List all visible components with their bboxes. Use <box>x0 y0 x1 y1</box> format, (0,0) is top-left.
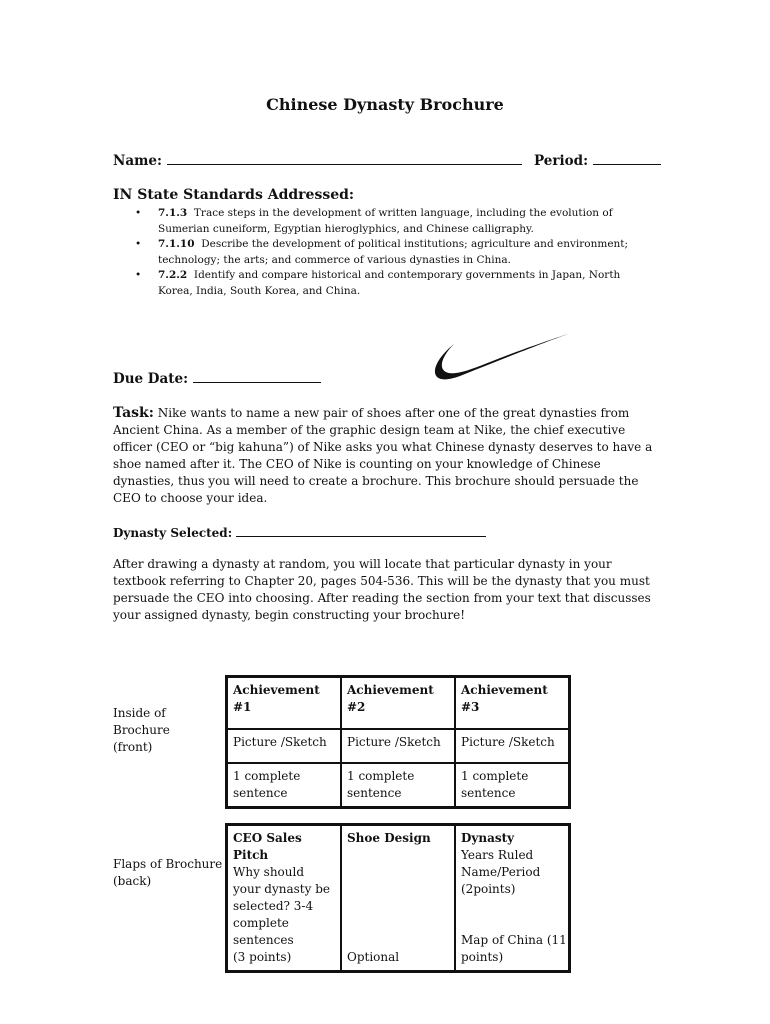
table-cell <box>455 825 569 971</box>
standard-code: 7.1.10 <box>158 238 195 250</box>
table-cell: 1 complete sentence <box>455 763 569 807</box>
standard-code: 7.2.2 <box>158 269 188 281</box>
list-item: • 7.1.3 Trace steps in the development of written language, including the evolution of Sumerian cuneiform, Egyptian hieroglyphics, and Chinese calligraphy. <box>135 207 613 235</box>
table-row <box>227 677 569 729</box>
table-cell: 1 complete sentence <box>341 763 455 807</box>
inside-brochure-table <box>225 675 571 809</box>
standard-text: Describe the development of political institutions; agriculture and environment; technology; the arts; and commerce of various dynasties in China. <box>158 238 629 266</box>
standard-code: 7.1.3 <box>158 207 188 219</box>
name-field <box>113 152 522 169</box>
table-cell: Picture /Sketch <box>455 729 569 763</box>
due-date-label: Due Date: <box>113 371 189 387</box>
standards-list <box>113 206 653 299</box>
period-field <box>534 152 661 169</box>
table-cell: 1 complete sentence <box>227 763 341 807</box>
document-title: Chinese Dynasty Brochure <box>266 95 504 114</box>
table-cell: Picture /Sketch <box>227 729 341 763</box>
standards-heading: IN State Standards Addressed: <box>113 187 355 203</box>
standard-text: Identify and compare historical and contemporary governments in Japan, North Korea, India, South Korea, and China. <box>158 269 621 297</box>
table-cell: Achievement #2 <box>341 677 455 729</box>
table-cell: Achievement #3 <box>455 677 569 729</box>
task-label: Task: <box>113 405 154 421</box>
table-cell: Picture /Sketch <box>341 729 455 763</box>
name-blank-line <box>167 152 522 165</box>
name-label: Name: <box>113 153 162 169</box>
due-date-blank-line <box>193 370 321 383</box>
table-cell <box>341 825 455 971</box>
instructions-paragraph: After drawing a dynasty at random, you will locate that particular dynasty in your textbook referring to Chapter 20, pages 504-536. This will be the dynasty that you must persuade the CEO into choosing. After reading the section from your text that discusses your assigned dynasty, begin constructing your brochure! <box>113 557 651 622</box>
dynasty-blank-line <box>236 524 486 537</box>
table-cell: Achievement #1 <box>227 677 341 729</box>
period-blank-line <box>593 152 661 165</box>
flaps-brochure-label: Flaps of Brochure (back) <box>113 857 223 888</box>
due-date-field <box>113 370 321 387</box>
cell-body: Years Ruled Name/Period (2points) <box>461 848 541 896</box>
table-cell <box>227 825 341 971</box>
table-row <box>227 825 569 971</box>
cell-body: Why should your dynasty be selected? 3-4 complete sentences <box>233 865 330 947</box>
dynasty-selected-field <box>113 524 486 540</box>
cell-heading: Shoe Design <box>347 831 431 845</box>
period-label: Period: <box>534 153 589 169</box>
cell-heading: CEO Sales Pitch <box>233 831 302 862</box>
table-row <box>227 729 569 763</box>
cell-heading: Dynasty <box>461 831 515 845</box>
dynasty-selected-label: Dynasty Selected: <box>113 526 233 540</box>
cell-footer: Map of China (11 points) <box>461 933 567 964</box>
table-row <box>227 763 569 807</box>
task-paragraph <box>113 405 663 507</box>
cell-footer: Optional <box>347 950 400 964</box>
flaps-brochure-table <box>225 823 571 973</box>
list-item: • 7.1.10 Describe the development of political institutions; agriculture and environment; technology; the arts; and commerce of various dynasties in China. <box>135 238 629 266</box>
cell-footer: (3 points) <box>233 950 292 964</box>
list-item: • 7.2.2 Identify and compare historical and contemporary governments in Japan, North Korea, India, South Korea, and China. <box>135 269 621 297</box>
task-text: Nike wants to name a new pair of shoes after one of the great dynasties from Ancient China. As a member of the graphic design team at Nike, the chief executive officer (CEO or “big kahuna”) of Nike asks you what Chinese dynasty deserves to have a shoe named after it. The CEO of Nike is counting on your knowledge of Chinese dynasties, thus you will need to create a brochure. This brochure should persuade the CEO to choose your idea. <box>113 406 653 505</box>
inside-brochure-label: Inside of Brochure (front) <box>113 706 170 754</box>
nike-swoosh-icon <box>430 330 575 394</box>
standard-text: Trace steps in the development of written language, including the evolution of Sumerian cuneiform, Egyptian hieroglyphics, and Chinese calligraphy. <box>158 207 613 235</box>
